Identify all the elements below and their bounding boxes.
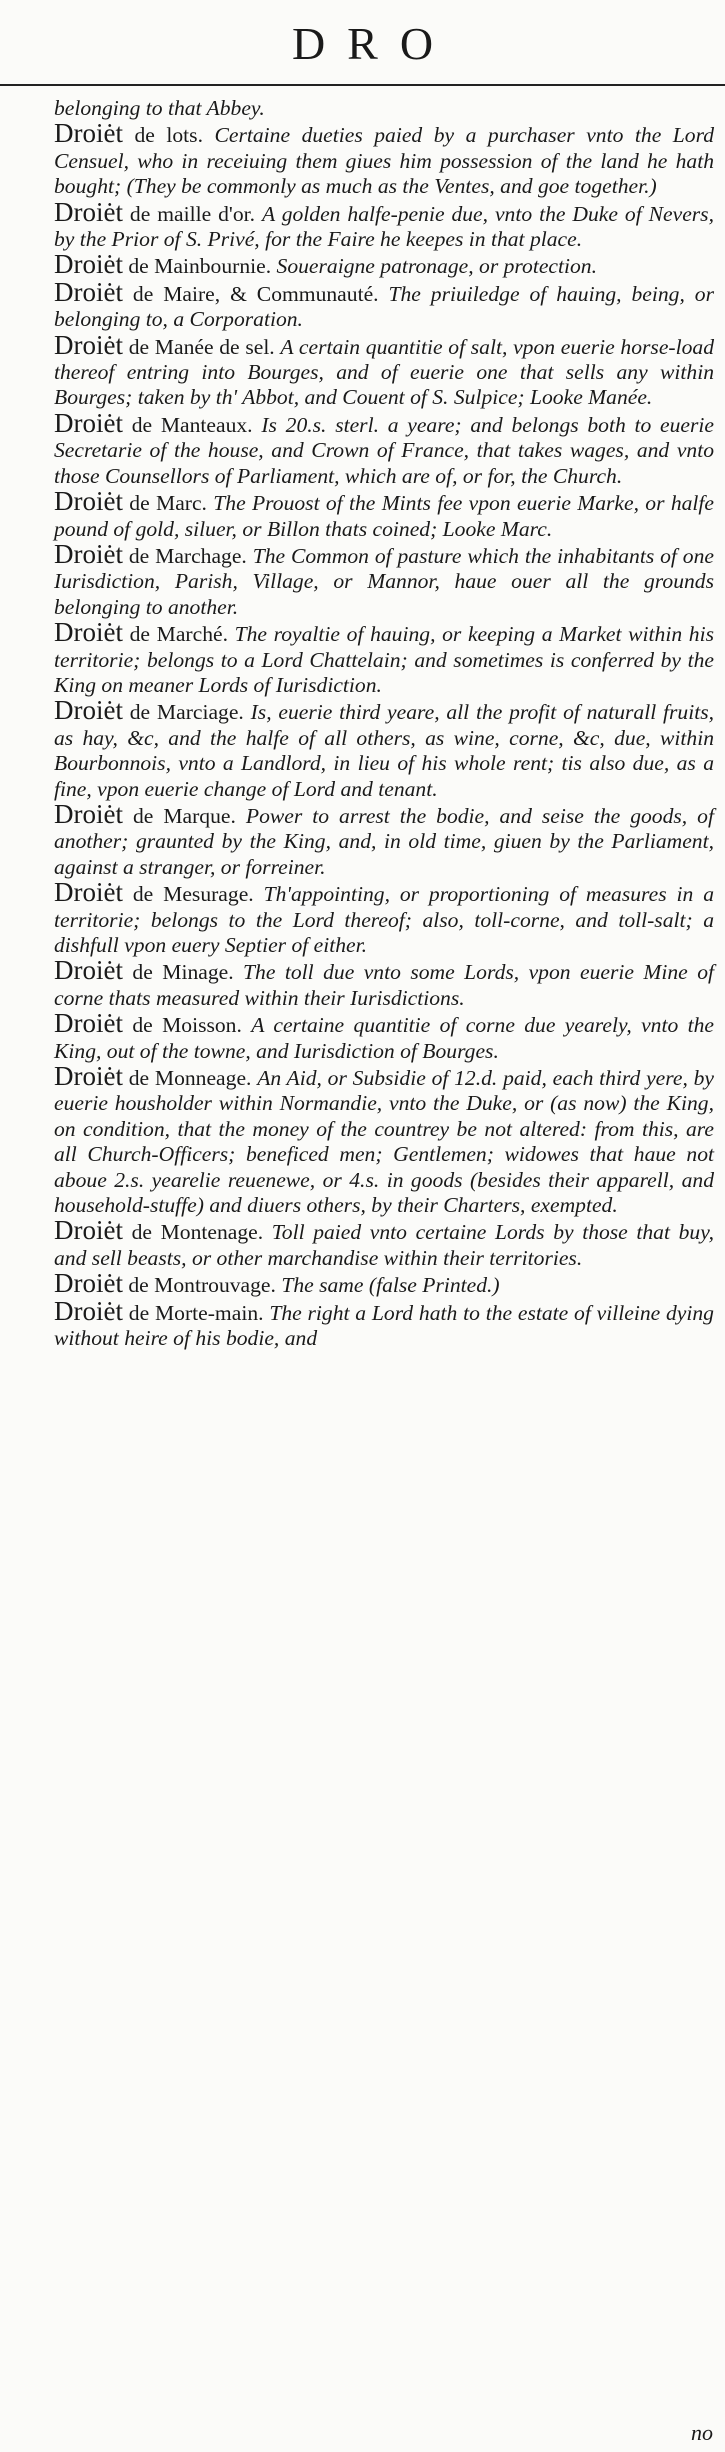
definition: Th'appointing, or proportioning of measures in a territorie; belongs to the Lord thereof; also, toll-corne, and toll-salt; a dishfull vpon euery Septier of either. (54, 882, 714, 957)
headword-phrase: de Marchage. (122, 543, 253, 568)
dictionary-entry (54, 1268, 714, 1299)
headword: Droiėt (54, 955, 123, 986)
dictionary-column (54, 96, 714, 1352)
dictionary-entry (54, 798, 714, 880)
headword-phrase: de Marc. (122, 491, 214, 516)
definition: Is 20.s. sterl. a yeare; and belongs both to euerie Secretarie of the house, and Crown of France, that takes wages, and vnto those Counsellors of Parliament, which are of, or for, the Church. (54, 412, 714, 488)
dictionary-entry (54, 1061, 714, 1218)
definition: The Common of pasture which the inhabitants of one Iurisdiction, Parish, Village, or Mannor, haue ouer all the grounds belonging to another. (54, 543, 714, 619)
definition: Power to arrest the bodie, and seise the goods, of another; graunted by the King, and, in old time, giuen by the Parliament, against a stranger, or forreiner. (54, 803, 714, 879)
headword-phrase: de Manée de sel. (122, 334, 281, 359)
continuation-text: belonging to that Abbey. (54, 96, 265, 120)
dictionary-entry (54, 249, 714, 280)
dictionary-entry (54, 538, 714, 620)
definition: Soueraigne patronage, or protection. (276, 254, 597, 279)
header-rule (0, 84, 725, 86)
headword-phrase: de Montenage. (122, 1220, 272, 1245)
definition: Certaine dueties paied by a purchaser vnto the Lord Censuel, who in receiuing them giues him possession of the land he hath bought; (They be commonly as much as the Ventes, and goe together.) (54, 123, 714, 199)
dictionary-entry (54, 1008, 714, 1064)
definition: A certaine quantitie of corne due yearely, vnto the King, out of the towne, and Iurisdiction of Bourges. (54, 1013, 714, 1063)
headword-phrase: de Minage. (122, 960, 244, 985)
dictionary-entry (54, 276, 714, 333)
headword-phrase: de Morte-main. (122, 1300, 270, 1325)
headword-phrase: de Mesurage. (122, 882, 264, 907)
dictionary-entry (54, 695, 714, 802)
definition: The toll due vnto some Lords, vpon euerie Mine of corne thats measured within their Iurisdictions. (54, 960, 715, 1010)
headword-phrase: de Manteaux. (122, 412, 262, 437)
headword-phrase: de maille d'or. (122, 201, 262, 226)
headword-phrase: de Moisson. (122, 1013, 252, 1038)
headword: Droiėt (54, 118, 123, 149)
definition: The priuiledge of hauing, being, or belonging to, a Corporation. (54, 281, 714, 332)
dictionary-entry (54, 1295, 714, 1352)
headword: Droiėt (54, 1061, 123, 1092)
dictionary-entry (54, 407, 714, 489)
headword-phrase: de Monneage. (122, 1066, 258, 1091)
definition: A golden halfe-penie due, vnto the Duke of Nevers, by the Prior of S. Privé, for the Faire he keepes in that place. (54, 201, 714, 252)
definition: The royaltie of hauing, or keeping a Market within his territorie; belongs to a Lord Chattelain; and sometimes is conferred by the King on meaner Lords of Iurisdiction. (54, 622, 714, 697)
dictionary-entry (54, 118, 714, 199)
headword-phrase: de Marché. (122, 622, 235, 647)
catchword: no (691, 2420, 713, 2445)
headword: Droiėt (54, 196, 123, 227)
headword-phrase: de Marque. (122, 803, 246, 828)
headword-phrase: de Maire, & Communauté. (122, 281, 389, 306)
running-header (0, 4, 725, 84)
headword: Droiėt (54, 1008, 123, 1039)
definition: Toll paied vnto certaine Lords by those that buy, and sell beasts, or other marchandise within their territories. (54, 1220, 714, 1270)
headword: Droiėt (54, 276, 123, 307)
definition: The right a Lord hath to the estate of villeine dying without heire of his bodie, and (54, 1300, 714, 1351)
headword: Droiėt (54, 538, 123, 569)
dictionary-entry (54, 486, 714, 542)
definition: Is, euerie third yeare, all the profit of naturall fruits, as hay, &c, and the halfe of all others, as wine, corne, &c, due, within Bourbonnois, vnto a Landlord, in lieu of his whole rent; tis also due, as a fine, vpon euerie change of Lord and tenant. (54, 700, 714, 801)
dictionary-entry (54, 617, 714, 698)
dictionary-entry (54, 877, 714, 958)
headword: Droiėt (54, 329, 123, 360)
headword-phrase: de Mainbournie. (122, 254, 277, 279)
headword: Droiėt (54, 1215, 123, 1246)
dictionary-entry (54, 196, 714, 253)
definition: An Aid, or Subsidie of 12.d. paid, each third yere, by euerie housholder within Normandie, vnto the Duke, or (as now) the King, on condition, that the money of the countrey be not altered: from this, are all Church-Officers; beneficed men; Gentlemen; widowes that haue not aboue 2.s. yearelie reuenewe, or 4.s. in goods (besides their apparell, and household-stuffe) and diuers others, by their Charters, exempted. (54, 1066, 714, 1218)
headword: Droiėt (54, 249, 123, 280)
headword-phrase: de Marciage. (122, 700, 251, 725)
headword: Droiėt (54, 617, 123, 648)
headword: Droiėt (54, 1295, 123, 1326)
definition: The Prouost of the Mints fee vpon euerie Marke, or halfe pound of gold, siluer, or Billon thats coined; Looke Marc. (54, 491, 714, 541)
headword: Droiėt (54, 1268, 123, 1299)
headword: Droiėt (54, 798, 123, 829)
dictionary-entry (54, 329, 714, 411)
page-title: DRO (291, 18, 456, 69)
headword: Droiėt (54, 407, 123, 438)
dictionary-entry (54, 1215, 714, 1271)
headword-phrase: de lots. (122, 123, 215, 148)
definition: A certain quantitie of salt, vpon euerie horse-load thereof entring into Bourges, and of euerie one that sells any within Bourges; taken by th' Abbot, and Couent of S. Sulpice; Looke Manée. (54, 334, 714, 410)
headword: Droiėt (54, 877, 123, 908)
dictionary-entry (54, 955, 715, 1011)
definition: The same (false Printed.) (281, 1273, 500, 1298)
headword: Droiėt (54, 695, 123, 726)
headword-phrase: de Montrouvage. (122, 1273, 282, 1298)
headword: Droiėt (54, 486, 123, 517)
